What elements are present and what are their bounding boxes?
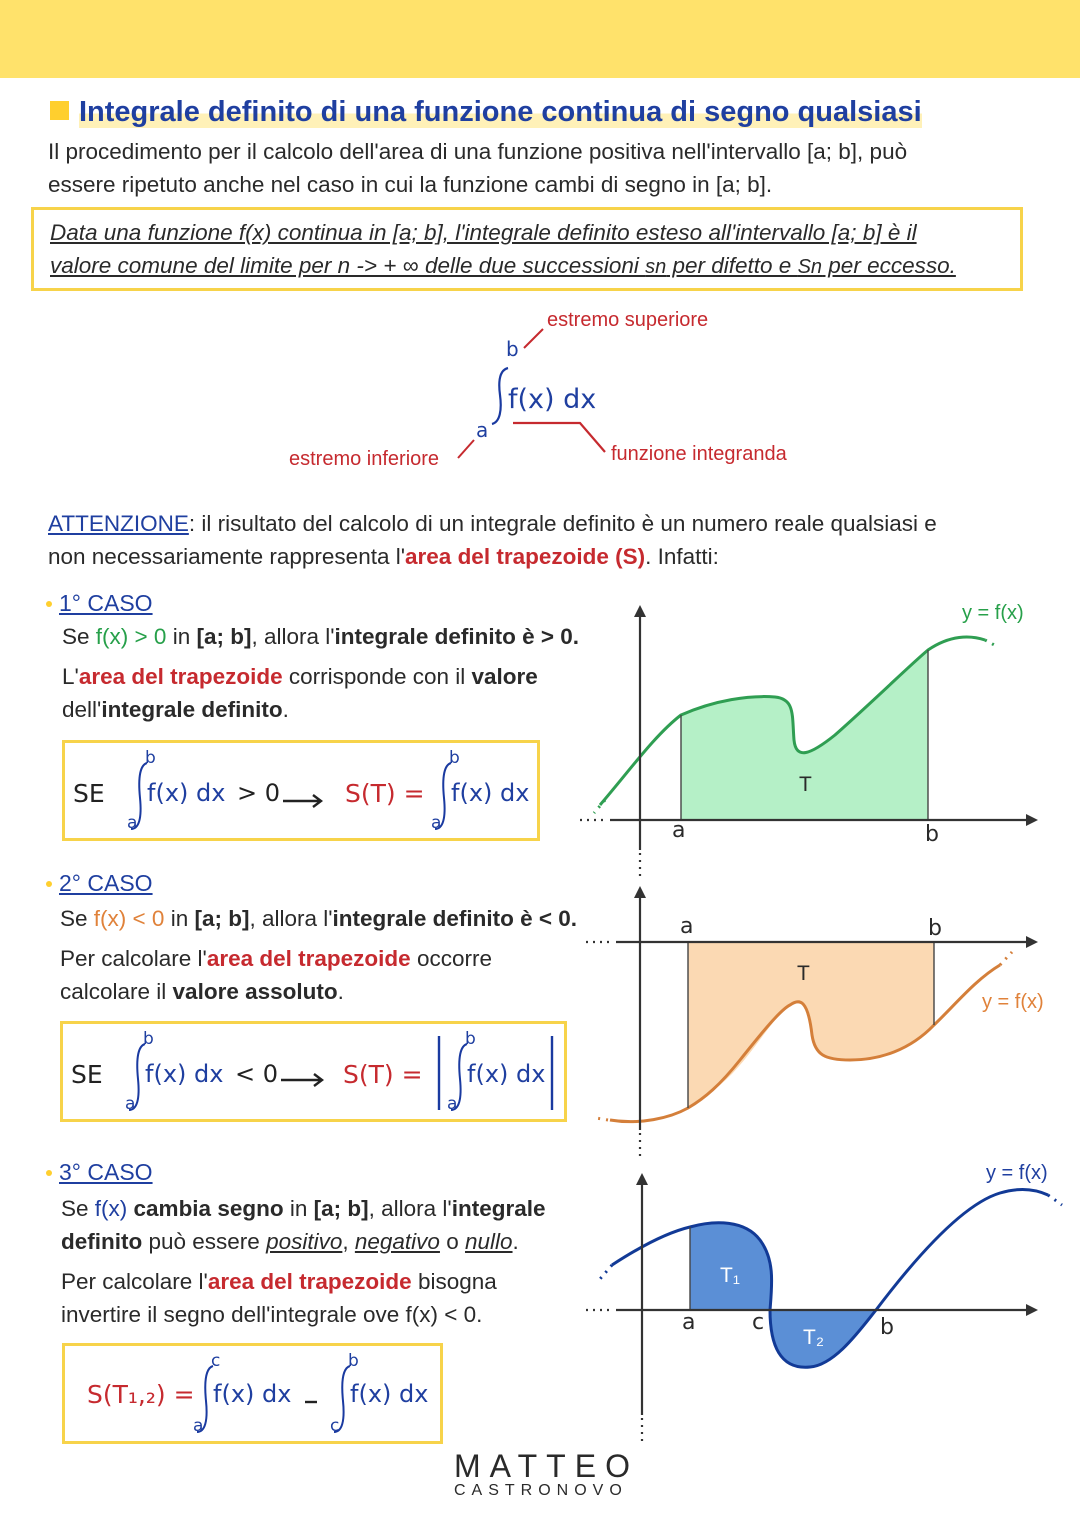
author-logo-surname: CASTRONOVO <box>454 1482 628 1499</box>
attention-paragraph: ATTENZIONE: il risultato del calcolo di un integrale definito è un numero reale qualsiasi e non necessariamente rappresenta l'area del trapezoide (S). Infatti: <box>48 511 937 569</box>
case1-region-label: T <box>799 773 812 796</box>
case2-region-label: T <box>797 962 810 985</box>
intro-line-1: Il procedimento per il calcolo dell'area di una funzione positiva nell'intervallo [a; b], può <box>48 139 908 164</box>
intro-paragraph <box>48 135 1048 201</box>
case1-b-label: b <box>925 822 939 847</box>
definition-text: Data una funzione f(x) continua in [a; b], l'integrale definito esteso all'intervallo [a; b] è il valore comune del limite per n -> + ∞ delle due successioni sn per difetto e Sn per eccesso. <box>50 220 956 278</box>
case3-a-label: a <box>682 1310 696 1335</box>
case3-graph-label: y = f(x) <box>986 1162 1048 1184</box>
case3-region-t2: T₂ <box>803 1326 824 1349</box>
case3-region-t1: T₁ <box>720 1264 740 1287</box>
case2-b-label: b <box>928 916 942 941</box>
case3-graph <box>580 1165 1070 1445</box>
case3-heading: 3° CASO <box>46 1159 153 1186</box>
bullet-square-icon <box>50 101 69 120</box>
case2-formula-box: SE b a f(x) dx < 0 S(T) = b a f(x) dx <box>60 1021 567 1122</box>
case2-graph-label: y = f(x) <box>982 991 1044 1013</box>
integral-upper-bound: b <box>506 337 519 361</box>
upper-bound-label: estremo superiore <box>547 309 709 331</box>
definition-box <box>31 207 1023 291</box>
author-logo-name: MATTEO <box>454 1448 639 1484</box>
page-title: Integrale definito di una funzione continua di segno qualsiasi <box>50 96 922 129</box>
intro-line-2: essere ripetuto anche nel caso in cui la funzione cambi di segno in [a; b]. <box>48 172 773 197</box>
case1-text: Se f(x) > 0 in [a; b], allora l'integrale definito è > 0. L'area del trapezoide corrisponde con il valore dell'integrale definito. <box>62 624 579 722</box>
case2-graph <box>580 880 1060 1160</box>
case3-formula-box: S(T₁,₂) = c a f(x) dx b c f(x) dx <box>62 1343 443 1444</box>
case1-formula-box: SE b a f(x) dx > 0 S(T) = b a f(x) dx <box>62 740 540 841</box>
top-banner <box>0 0 1080 78</box>
case2-text: Se f(x) < 0 in [a; b], allora l'integrale definito è < 0. Per calcolare l'area del trapezoide occorre calcolare il valore assoluto. <box>60 906 577 1004</box>
lower-bound-label: estremo inferiore <box>289 448 440 470</box>
integral-expression: f(x) dx <box>508 384 597 415</box>
case1-graph <box>580 595 1060 880</box>
case1-a-label: a <box>672 818 686 843</box>
case2-heading: 2° CASO <box>46 870 153 897</box>
case3-b-label: b <box>880 1315 894 1340</box>
case3-c-label: c <box>752 1310 765 1335</box>
case1-graph-label: y = f(x) <box>962 602 1024 624</box>
integral-lower-bound: a <box>476 418 489 442</box>
case2-a-label: a <box>680 914 694 939</box>
case3-text: Se f(x) cambia segno in [a; b], allora l'integrale definito può essere positivo, negativo o nullo. Per calcolare l'area del trapezoide bisogna invertire il segno dell'integrale ove f(x) < 0. <box>61 1196 546 1327</box>
integrand-label: funzione integranda <box>611 443 787 465</box>
case1-heading: 1° CASO <box>46 590 153 617</box>
